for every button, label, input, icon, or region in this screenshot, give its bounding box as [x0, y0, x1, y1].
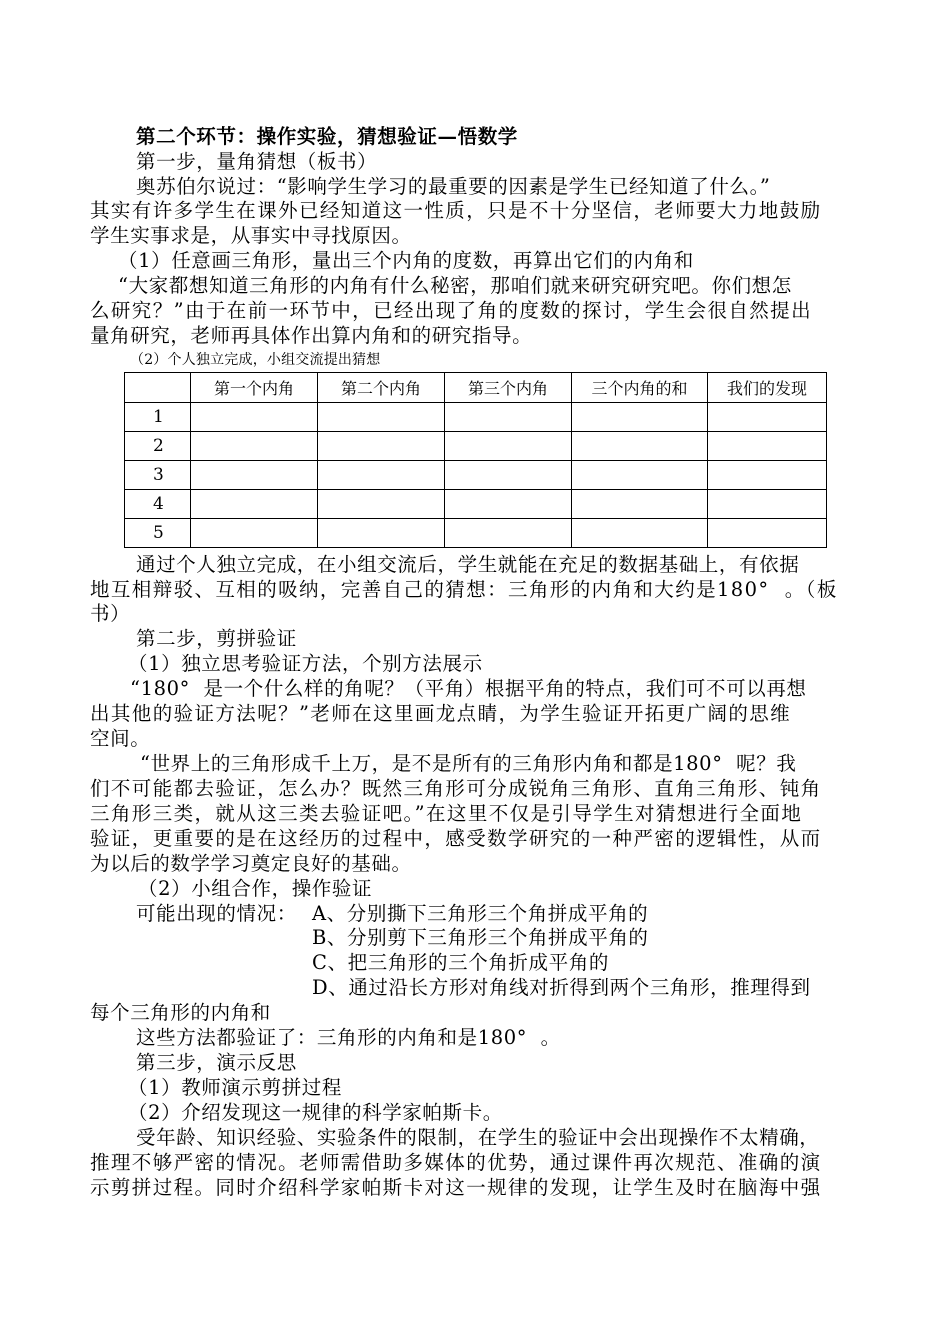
after-table-line: 书）	[90, 602, 131, 625]
table-cell	[445, 403, 572, 432]
table-cell	[708, 403, 827, 432]
table-row	[125, 403, 827, 432]
table-cell	[191, 432, 318, 461]
cases-label: 可能出现的情况：	[136, 902, 297, 925]
step2-heading: 第二步，剪拼验证	[136, 627, 297, 650]
step3-para-line: 受年龄、知识经验、实验条件的限制，在学生的验证中会出现操作不太精确，	[136, 1126, 820, 1149]
step2-para2-line: 们不可能都去验证，怎么办？既然三角形可分成锐角三角形、直角三角形、钝角	[90, 777, 822, 800]
step3-para-line: 示剪拼过程。同时介绍科学家帕斯卡对这一规律的发现，让学生及时在脑海中强	[90, 1176, 822, 1199]
table-cell	[572, 432, 708, 461]
step1-sub2: （2）个人独立完成，小组交流提出猜想	[130, 352, 381, 368]
after-table-line: 通过个人独立完成，在小组交流后，学生就能在充足的数据基础上，有依据	[136, 553, 800, 576]
table-cell	[708, 490, 827, 519]
table-cell	[318, 519, 445, 548]
step2-para2-line: 验证，更重要的是在这经历的过程中，感受数学研究的一种严密的逻辑性，从而	[90, 827, 822, 850]
table-cell	[708, 432, 827, 461]
table-row	[125, 490, 827, 519]
table-cell	[572, 403, 708, 432]
table-cell	[318, 403, 445, 432]
step2-para2-line: 为以后的数学学习奠定良好的基础。	[90, 852, 412, 875]
row-number: 4	[125, 490, 191, 519]
case-c: C、把三角形的三个角折成平角的	[312, 951, 609, 974]
case-d: D、通过沿长方形对角线对折得到两个三角形，推理得到	[312, 976, 811, 999]
section-title: 第二个环节：操作实验，猜想验证—悟数学	[136, 125, 518, 148]
table-header-cell: 第三个内角	[445, 373, 572, 403]
step1-quote-line: 奥苏伯尔说过：“影响学生学习的最重要的因素是学生已经知道了什么。”	[136, 175, 771, 198]
table-cell	[191, 461, 318, 490]
angle-measurement-table	[124, 372, 827, 548]
row-number: 1	[125, 403, 191, 432]
step3-heading: 第三步，演示反思	[136, 1051, 297, 1074]
step1-heading: 第一步，量角猜想（板书）	[136, 150, 378, 173]
row-number: 3	[125, 461, 191, 490]
table-cell	[708, 519, 827, 548]
step2-para2-line: “世界上的三角形成千上万，是不是所有的三角形内角和都是180° 呢？我	[140, 752, 797, 775]
step2-para1-line: 出其他的验证方法呢？”老师在这里画龙点睛，为学生验证开拓更广阔的思维	[90, 702, 792, 725]
step2-para1-line: 空间。	[90, 727, 151, 750]
case-b: B、分别剪下三角形三个角拼成平角的	[312, 926, 649, 949]
step2-sub1: （1）独立思考验证方法，个别方法展示	[128, 652, 483, 675]
table-cell	[572, 519, 708, 548]
table-header-cell: 我们的发现	[708, 373, 827, 403]
row-number: 2	[125, 432, 191, 461]
step3-para-line: 推理不够严密的情况。老师需借助多媒体的优势，通过课件再次规范、准确的演	[90, 1151, 822, 1174]
step2-conclusion: 这些方法都验证了：三角形的内角和是180° 。	[136, 1026, 561, 1049]
table-cell	[191, 403, 318, 432]
table-row	[125, 432, 827, 461]
step2-para2-line: 三角形三类，就从这三类去验证吧。”在这里不仅是引导学生对猜想进行全面地	[90, 802, 803, 825]
table-cell	[318, 490, 445, 519]
table-cell	[445, 461, 572, 490]
table-header-cell: 第二个内角	[318, 373, 445, 403]
table-header-row	[125, 373, 827, 403]
table-header-cell: 三个内角的和	[572, 373, 708, 403]
after-table-line: 地互相辩驳、互相的吸纳，完善自己的猜想：三角形的内角和大约是180° 。（板	[90, 578, 838, 601]
table-cell	[572, 461, 708, 490]
table-cell	[708, 461, 827, 490]
table-cell	[445, 432, 572, 461]
table-row	[125, 461, 827, 490]
table-header-cell: 第一个内角	[191, 373, 318, 403]
step1-sub1-line: 量角研究，老师再具体作出算内角和的研究指导。	[90, 324, 533, 347]
case-d-continued: 每个三角形的内角和	[90, 1001, 271, 1024]
table-header-cell	[125, 373, 191, 403]
table-cell	[445, 519, 572, 548]
step1-quote-line: 其实有许多学生在课外已经知道这一性质，只是不十分坚信，老师要大力地鼓励	[90, 199, 822, 222]
table-cell	[445, 490, 572, 519]
step2-sub2: （2）小组合作，操作验证	[138, 877, 373, 900]
row-number: 5	[125, 519, 191, 548]
step1-quote-line: 学生实事求是，从事实中寻找原因。	[90, 224, 412, 247]
case-a: A、分别撕下三角形三个角拼成平角的	[312, 902, 649, 925]
step1-sub1-line: “大家都想知道三角形的内角有什么秘密，那咱们就来研究研究吧。你们想怎	[118, 274, 792, 297]
step1-sub1: （1）任意画三角形，量出三个内角的度数，再算出它们的内角和	[118, 249, 694, 272]
step3-sub1: （1）教师演示剪拼过程	[128, 1076, 343, 1099]
table-cell	[191, 490, 318, 519]
table-cell	[318, 461, 445, 490]
table-cell	[191, 519, 318, 548]
table-cell	[572, 490, 708, 519]
step2-para1-line: “180° 是一个什么样的角呢？（平角）根据平角的特点，我们可不可以再想	[130, 677, 807, 700]
table-cell	[318, 432, 445, 461]
step1-sub1-line: 么研究？”由于在前一环节中，已经出现了角的度数的探讨，学生会很自然提出	[90, 299, 812, 322]
step3-sub2: （2）介绍发现这一规律的科学家帕斯卡。	[128, 1101, 503, 1124]
table-row	[125, 519, 827, 548]
